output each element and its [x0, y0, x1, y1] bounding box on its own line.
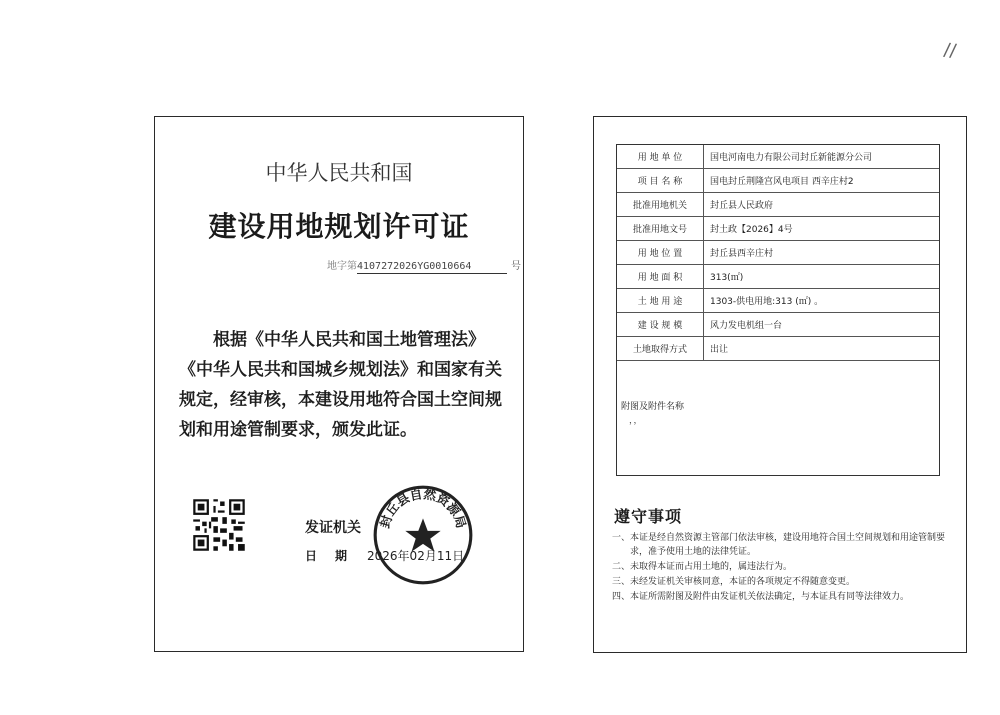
issuer-label: 发证机关: [305, 520, 361, 536]
date-value: 2026年02月11日: [367, 549, 465, 563]
row-label: 批准用地机关: [617, 193, 704, 216]
official-seal: [371, 483, 475, 587]
row-label: 用 地 位 置: [617, 241, 704, 264]
note-item: 二、未取得本证而占用土地的，属违法行为。: [612, 562, 793, 572]
row-value: 1303-供电用地:313 (㎡) 。: [710, 297, 824, 307]
certificate-cover-page: [154, 116, 524, 652]
row-value: 国电河南电力有限公司封丘新能源分公司: [710, 153, 873, 163]
row-value: 封丘县西辛庄村: [710, 249, 774, 259]
row-label: 土地取得方式: [617, 337, 704, 360]
country-name: 中华人民共和国: [265, 161, 413, 185]
notes-title: 遵守事项: [614, 507, 683, 526]
qr-code-icon: [191, 497, 247, 553]
row-value: 封土政【2026】4号: [710, 225, 793, 235]
row-label: 用 地 单 位: [617, 145, 704, 168]
certificate-body-text: 根据《中华人民共和国土地管理法》《中华人民共和国城乡规划法》和国家有关规定，经审核，本建设用地符合国土空间规划和用途管制要求，颁发此证。: [179, 330, 502, 440]
row-value: 313(㎡): [710, 273, 744, 283]
row-value: 出让: [710, 345, 729, 355]
table-row: [617, 289, 939, 313]
number-label: 地字第: [327, 261, 357, 272]
table-row: [617, 337, 939, 361]
row-label: 建 设 规 模: [617, 313, 704, 336]
certificate-number: [327, 257, 521, 274]
note-item: 四、本证所需附图及附件由发证机关依法确定，与本证具有同等法律效力。: [612, 592, 910, 602]
table-row: [617, 217, 939, 241]
row-label: 土 地 用 途: [617, 289, 704, 312]
table-row: [617, 241, 939, 265]
number-value: 4107272026YG0010664: [357, 261, 507, 274]
seal-text: 封丘县自然资源局: [376, 486, 470, 530]
row-value: 国电封丘荆隆宫风电项目 西辛庄村2: [710, 177, 854, 187]
attachment-label: 附图及附件名称: [621, 402, 685, 412]
certificate-detail-page: [593, 116, 967, 653]
scan-mark: //: [942, 39, 958, 62]
attachment-value: ，，: [629, 416, 643, 426]
number-suffix: 号: [511, 261, 521, 272]
row-value: 封丘县人民政府: [710, 201, 774, 211]
land-info-table: [616, 144, 940, 476]
row-label: 批准用地文号: [617, 217, 704, 240]
note-item: 三、未经发证机关审核同意，本证的各项规定不得随意变更。: [612, 577, 856, 587]
row-label: 用 地 面 积: [617, 265, 704, 288]
seal-star-icon: [405, 518, 440, 551]
table-row: [617, 145, 939, 169]
table-row: [617, 193, 939, 217]
table-row: [617, 313, 939, 337]
certificate-title: 建设用地规划许可证: [208, 210, 470, 243]
note-item: 一、本证是经自然资源主管部门依法审核，建设用地符合国土空间规划和用途管制要求，准予使用土地的法律凭证。: [612, 533, 946, 557]
notes-list: [612, 531, 952, 605]
table-row: [617, 169, 939, 193]
row-label: 项 目 名 称: [617, 169, 704, 192]
table-row: [617, 265, 939, 289]
date-label: 日期: [305, 549, 366, 563]
row-value: 风力发电机组一台: [710, 321, 783, 331]
